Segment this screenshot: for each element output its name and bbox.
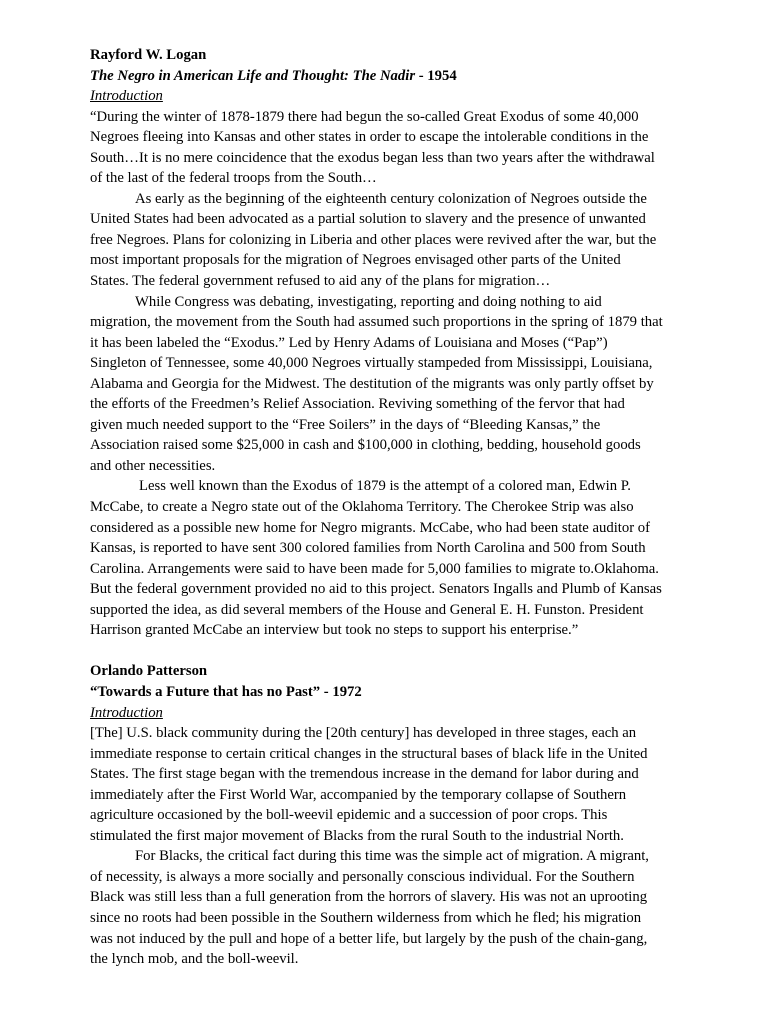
- paragraph-line: But the federal government provided no aid to this project. Senators Ingalls and Plumb of Kansas: [90, 581, 662, 598]
- paragraph-line: immediate response to certain critical changes in the structural bases of black life in the United: [90, 745, 648, 762]
- section1-paragraph-2: [90, 189, 690, 292]
- section1-title: The Negro in American Life and Thought: The Nadir: [90, 67, 416, 84]
- paragraph-line: United States had been advocated as a partial solution to slavery and the presence of unwanted: [90, 211, 646, 228]
- paragraph-line: of necessity, is always a more socially and personally conscious individual. For the Southern: [90, 868, 635, 885]
- paragraph-line: it has been labeled the “Exodus.” Led by Henry Adams of Louisiana and Moses (“Pap”): [90, 334, 608, 351]
- section2-paragraph-1: [90, 723, 690, 846]
- section1-heading: Introduction: [90, 88, 163, 105]
- paragraph-line: Black was still less than a full generation from the horrors of slavery. His was not an uprooting: [90, 889, 648, 906]
- section2-title: “Towards a Future that has no Past” - 1972: [90, 683, 362, 700]
- paragraph-line: the efforts of the Freedmen’s Relief Association. Reviving something of the fervor that had: [90, 396, 625, 413]
- paragraph-line: the lynch mob, and the boll-weevil.: [90, 951, 299, 968]
- paragraph-line: free Negroes. Plans for colonizing in Liberia and other places were revived after the war, but the: [90, 231, 657, 248]
- paragraph-line: of the last of the federal troops from the South…: [90, 170, 377, 187]
- section1-title-year: - 1954: [415, 67, 457, 84]
- paragraph-line: most important proposals for the migration of Negroes envisaged other parts of the United: [90, 252, 621, 269]
- paragraph-line: supported the idea, as did several members of the House and General E. H. Funston. President: [90, 601, 644, 618]
- document-page: [90, 45, 690, 970]
- paragraph-line: [The] U.S. black community during the [20th century] has developed in three stages, each an: [90, 725, 637, 742]
- section2-paragraph-2: [90, 846, 690, 969]
- section1-title-line: [90, 66, 690, 87]
- paragraph-line: Association raised some $25,000 in cash and $100,000 in clothing, bedding, household goods: [90, 437, 641, 454]
- paragraph-line: For Blacks, the critical fact during this time was the simple act of migration. A migrant,: [135, 848, 649, 865]
- paragraph-line: McCabe, to create a Negro state out of the Oklahoma Territory. The Cherokee Strip was also: [90, 499, 634, 516]
- paragraph-line: since no roots had been possible in the Southern wilderness from which he fled; his migration: [90, 909, 642, 926]
- paragraph-line: Singleton of Tennessee, some 40,000 Negroes virtually stampeded from Mississippi, Louisiana,: [90, 355, 653, 372]
- paragraph-line: States. The first stage began with the tremendous increase in the demand for labor during and: [90, 766, 639, 783]
- paragraph-line: was not induced by the pull and hope of a better life, but largely by the push of the chain-gang,: [90, 930, 648, 947]
- paragraph-line: given much needed support to the “Free Soilers” in the days of “Bleeding Kansas,” the: [90, 416, 601, 433]
- section1-author: Rayford W. Logan: [90, 47, 207, 63]
- paragraph-line: immediately after the First World War, accompanied by the temporary collapse of Southern: [90, 786, 627, 803]
- paragraph-line: “During the winter of 1878-1879 there had begun the so-called Great Exodus of some 40,000: [90, 108, 639, 125]
- section-spacer: [90, 641, 690, 662]
- paragraph-line: Negroes fleeing into Kansas and other states in order to escape the intolerable conditions in the: [90, 129, 649, 146]
- section1-paragraph-3: [90, 292, 690, 477]
- section2-heading: Introduction: [90, 704, 163, 721]
- paragraph-line: stimulated the first major movement of Blacks from the rural South to the industrial North.: [90, 827, 624, 844]
- paragraph-line: considered as a possible new home for Negro migrants. McCabe, who had been state auditor of: [90, 519, 651, 536]
- paragraph-line: While Congress was debating, investigating, reporting and doing nothing to aid: [135, 293, 602, 310]
- section2-author: Orlando Patterson: [90, 663, 208, 680]
- paragraph-line: States. The federal government refused to aid any of the plans for migration…: [90, 273, 551, 290]
- section1-paragraph-1: [90, 107, 690, 189]
- section1-paragraph-4: [90, 476, 690, 640]
- paragraph-line: South…It is no mere coincidence that the exodus began less than two years after the withdrawal: [90, 149, 655, 166]
- paragraph-line: Less well known than the Exodus of 1879 is the attempt of a colored man, Edwin P.: [139, 478, 631, 495]
- paragraph-line: Carolina. Arrangements were said to have been made for 5,000 families to migrate to.Oklahoma.: [90, 560, 659, 577]
- paragraph-line: agriculture occasioned by the boll-weevil epidemic and a succession of poor crops. This: [90, 807, 608, 824]
- paragraph-line: Alabama and Georgia for the Midwest. The destitution of the migrants was only partly offset by: [90, 375, 654, 392]
- paragraph-line: Harrison granted McCabe an interview but took no steps to support his enterprise.”: [90, 622, 579, 639]
- paragraph-line: Kansas, is reported to have sent 300 colored families from North Carolina and 500 from South: [90, 540, 646, 557]
- paragraph-line: migration, the movement from the South had assumed such proportions in the spring of 1879 that: [90, 314, 663, 331]
- paragraph-line: As early as the beginning of the eighteenth century colonization of Negroes outside the: [135, 190, 647, 207]
- paragraph-line: and other necessities.: [90, 457, 216, 474]
